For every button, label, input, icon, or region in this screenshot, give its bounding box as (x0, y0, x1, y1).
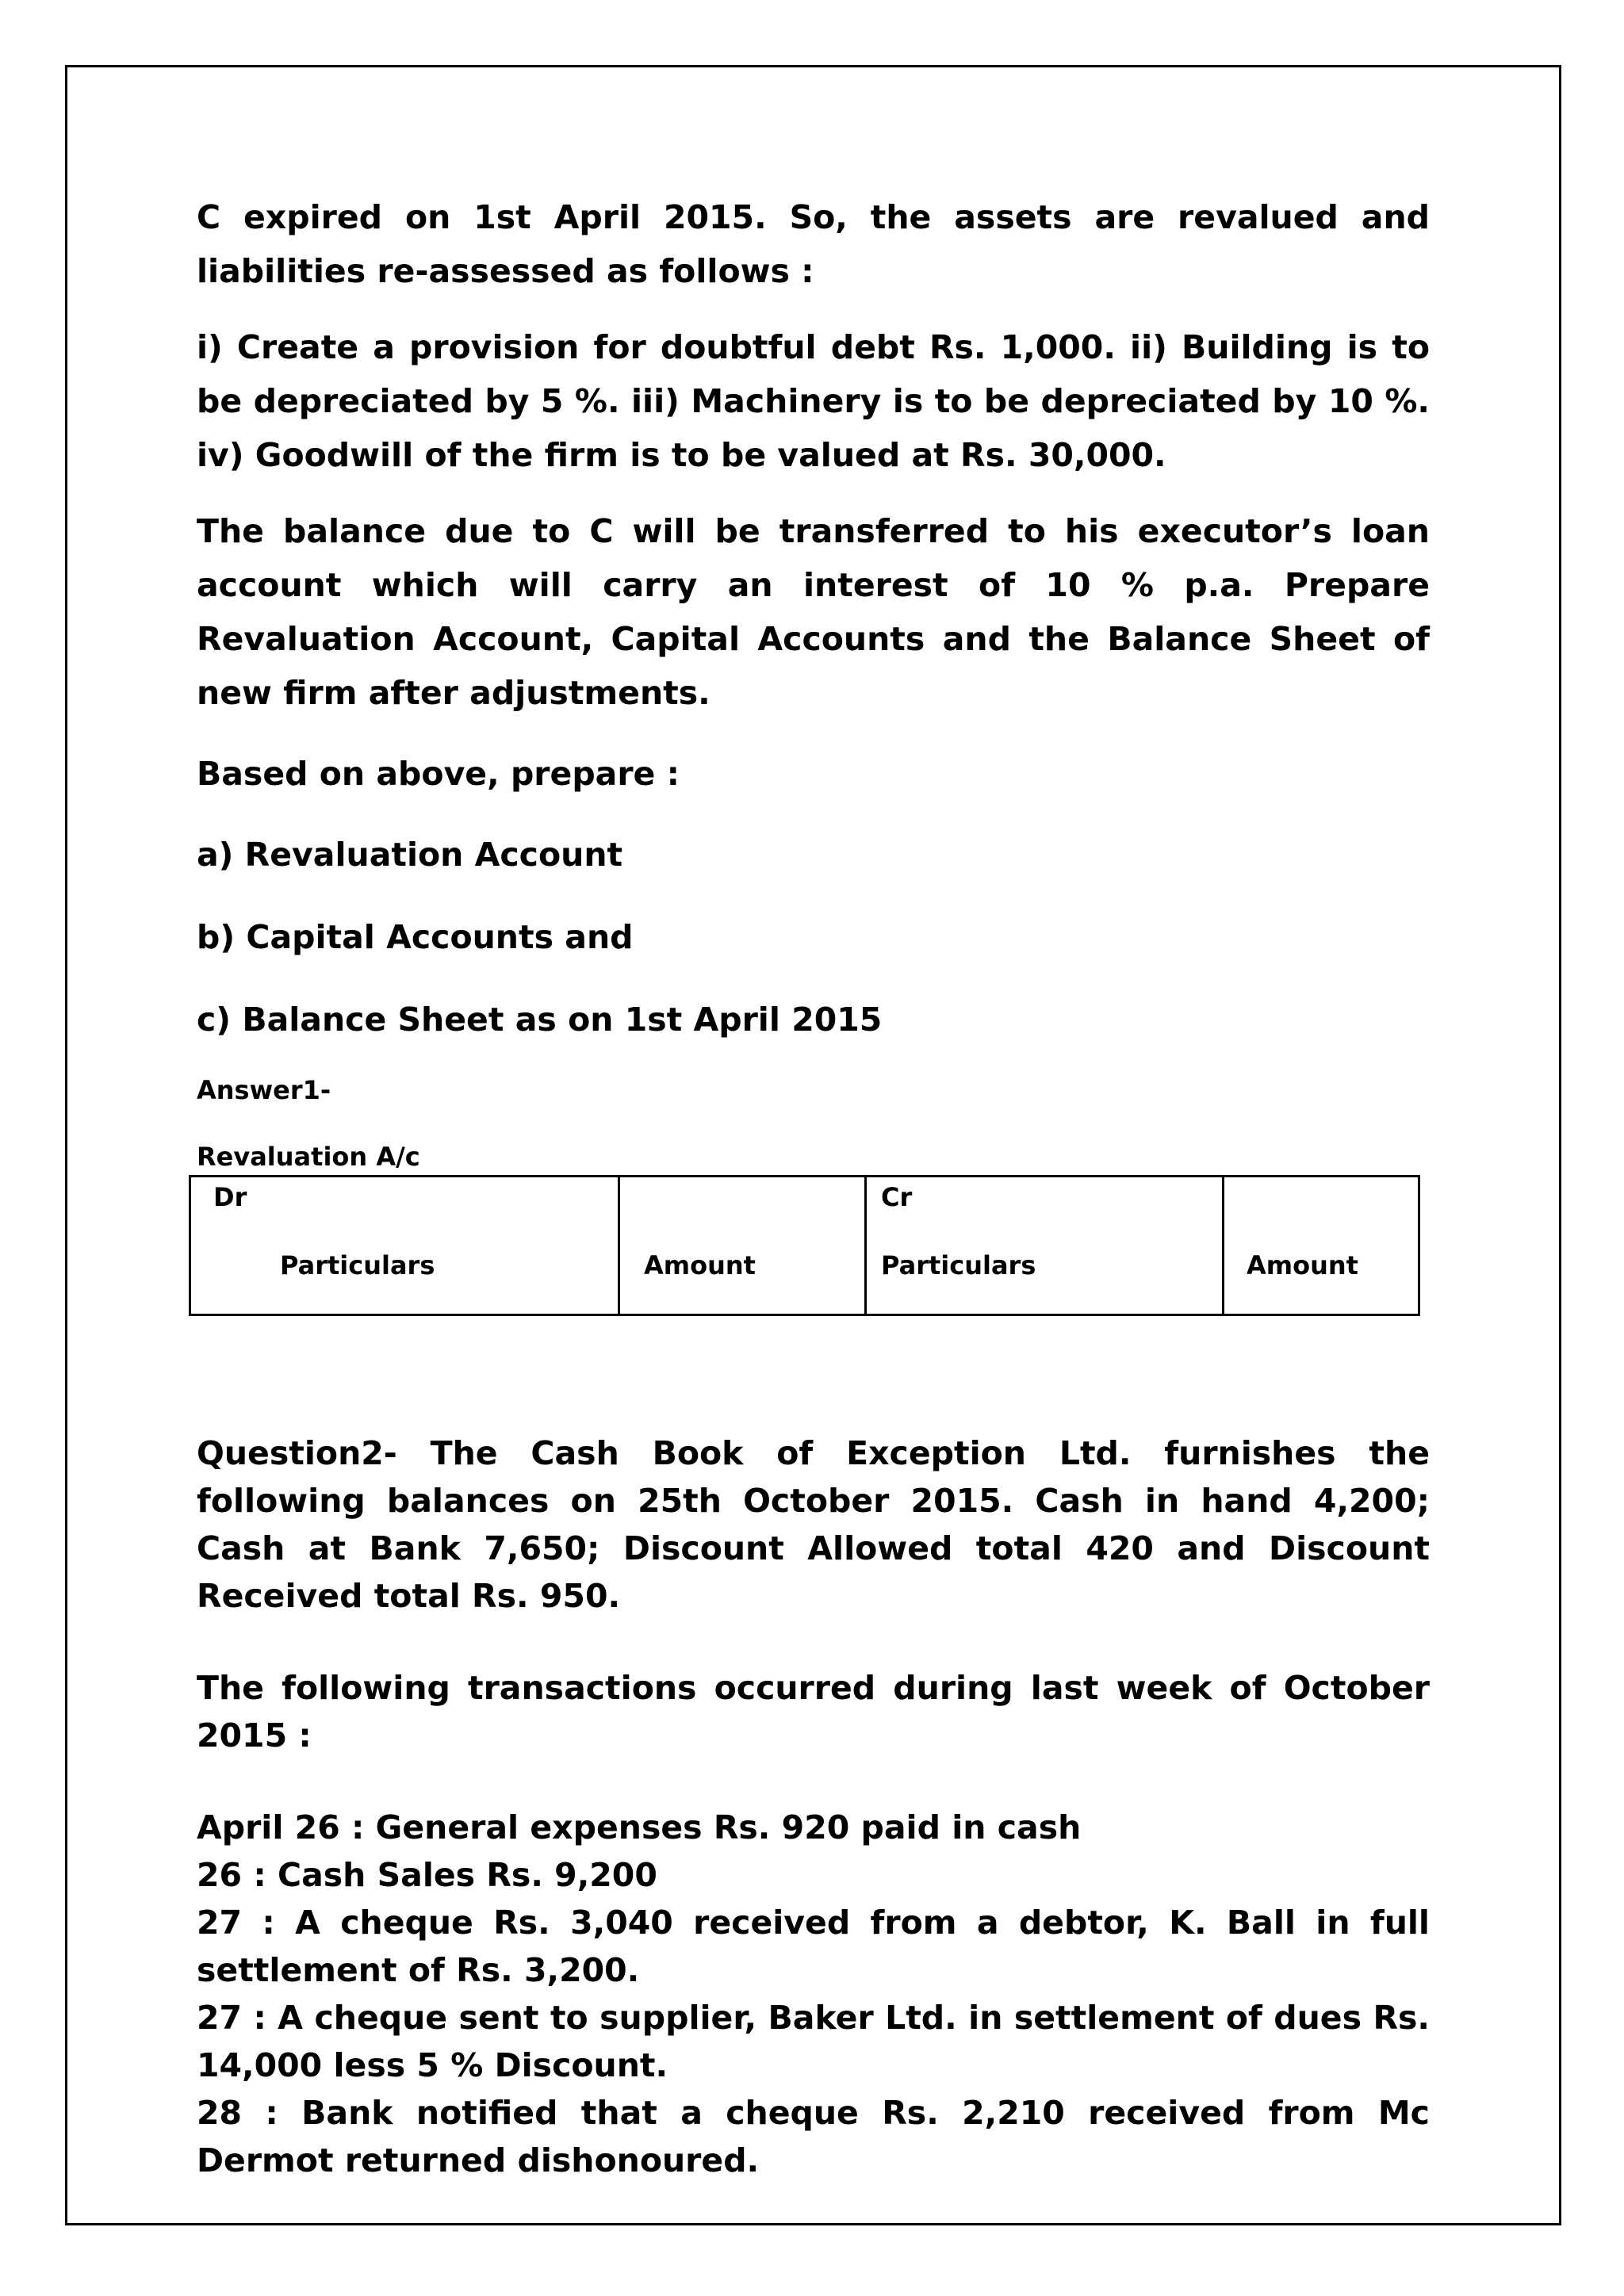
q1-item-c: c) Balance Sheet as on 1st April 2015 (197, 1001, 883, 1039)
list-item: 26 : Cash Sales Rs. 9,200 (197, 1856, 657, 1894)
table-cell-dr-amount (620, 1177, 867, 1314)
table-cell-cr-amount (1224, 1177, 1418, 1314)
table-cell-dr-particulars (191, 1177, 620, 1314)
q1-intro: C expired on 1st April 2015. So, the assets are revalued and liabilities re-assessed as follows : (197, 198, 1430, 290)
transactions-list (197, 1804, 1430, 2184)
q2-intro: Question2- The Cash Book of Exception Ltd. furnishes the following balances on 25th October 2015. Cash in hand 4,200; Cash at Bank 7,650; Discount Allowed total 420 and Discount Received total Rs. 950. (197, 1434, 1430, 1615)
q1-prepare-heading: Based on above, prepare : (197, 755, 680, 793)
dr-label: Dr (213, 1182, 247, 1212)
column-header: Amount (644, 1250, 756, 1280)
q1-instruction: The balance due to C will be transferred to his executor’s loan account which will carry an interest of 10 % p.a. Prepare Revaluation Account, Capital Accounts and the Balance Sheet of new firm after adjustments. (197, 512, 1430, 712)
q1-adjustments: i) Create a provision for doubtful debt Rs. 1,000. ii) Building is to be depreciated by 5 %. iii) Machinery is to be depreciated by 10 %. iv) Goodwill of the firm is to be valued at Rs. 30,000. (197, 328, 1430, 474)
list-item: April 26 : General expenses Rs. 920 paid in cash (197, 1808, 1082, 1846)
revaluation-account-title: Revaluation A/c (197, 1142, 420, 1172)
question-2-section (197, 1429, 1430, 2184)
q2-lead: The following transactions occurred during last week of October 2015 : (197, 1669, 1430, 1755)
revaluation-account-table (189, 1175, 1420, 1316)
answer-label: Answer1- (197, 1075, 331, 1105)
list-item: 27 : A cheque Rs. 3,040 received from a debtor, K. Ball in full settlement of Rs. 3,200. (197, 1904, 1430, 1989)
q1-item-a: a) Revaluation Account (197, 836, 623, 874)
column-header: Particulars (881, 1250, 1036, 1280)
q1-item-b: b) Capital Accounts and (197, 918, 634, 956)
table-cell-cr-particulars (867, 1177, 1224, 1314)
list-item: 27 : A cheque sent to supplier, Baker Ltd. in settlement of dues Rs. 14,000 less 5 % Discount. (197, 1999, 1430, 2084)
list-item: 28 : Bank notified that a cheque Rs. 2,210 received from Mc Dermot returned dishonoured. (197, 2094, 1430, 2179)
question-1-section (197, 190, 1430, 1172)
column-header: Particulars (280, 1250, 435, 1280)
cr-label: Cr (881, 1182, 913, 1212)
column-header: Amount (1247, 1250, 1358, 1280)
